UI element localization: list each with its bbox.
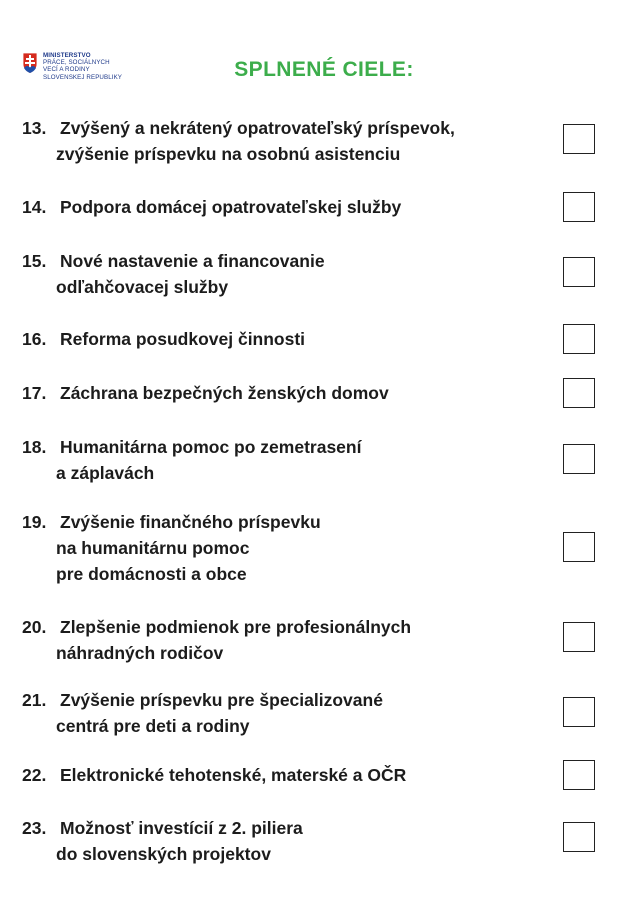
goal-number: 17.: [22, 383, 47, 403]
goal-item-22: [22, 762, 552, 788]
page-title: SPLNENÉ CIELE:: [234, 58, 414, 81]
goal-checkbox-14[interactable]: [563, 192, 595, 222]
goal-text-line: Zvýšenie finančného príspevku: [60, 512, 321, 532]
goal-checkbox-21[interactable]: [563, 697, 595, 727]
goal-text-line: Elektronické tehotenské, materské a OČR: [60, 765, 407, 785]
goal-text-line: na humanitárnu pomoc: [56, 538, 250, 558]
goal-item-17: [22, 380, 552, 406]
goal-item-13: [22, 115, 552, 167]
goal-text-line: do slovenských projektov: [56, 844, 271, 864]
goal-text-line: odľahčovacej služby: [56, 277, 229, 297]
goal-text-line: Nové nastavenie a financovanie: [60, 251, 325, 271]
goal-item-19: [22, 509, 552, 587]
goal-text-line: náhradných rodičov: [56, 643, 224, 663]
goal-item-18: [22, 434, 552, 486]
goal-item-15: [22, 248, 552, 300]
goal-text-line: zvýšenie príspevku na osobnú asistenciu: [56, 144, 401, 164]
goal-number: 23.: [22, 818, 47, 838]
goal-text-line: Zvýšený a nekrátený opatrovateľský príspevok,: [60, 118, 455, 138]
goal-text-line: pre domácnosti a obce: [56, 564, 247, 584]
goal-text-line: a záplavách: [56, 463, 155, 483]
goal-checkbox-15[interactable]: [563, 257, 595, 287]
goal-checkbox-22[interactable]: [563, 760, 595, 790]
goal-number: 20.: [22, 617, 47, 637]
goal-number: 13.: [22, 118, 47, 138]
goal-number: 14.: [22, 197, 47, 217]
logo-line-3: VECÍ A RODINY: [43, 66, 90, 74]
goal-checkbox-18[interactable]: [563, 444, 595, 474]
goal-number: 18.: [22, 437, 47, 457]
goal-text-line: Reforma posudkovej činnosti: [60, 329, 306, 349]
goal-number: 21.: [22, 690, 47, 710]
goal-checkbox-23[interactable]: [563, 822, 595, 852]
goal-text-line: Možnosť investícií z 2. piliera: [60, 818, 303, 838]
goal-checkbox-13[interactable]: [563, 124, 595, 154]
goal-text-line: Zlepšenie podmienok pre profesionálnych: [60, 617, 412, 637]
goal-text-line: centrá pre deti a rodiny: [56, 716, 250, 736]
goal-item-20: [22, 614, 552, 666]
goal-text-line: Podpora domácej opatrovateľskej služby: [60, 197, 402, 217]
goal-number: 22.: [22, 765, 47, 785]
goal-text-line: Záchrana bezpečných ženských domov: [60, 383, 389, 403]
logo-line-4: SLOVENSKEJ REPUBLIKY: [43, 73, 123, 81]
goal-text-line: Zvýšenie príspevku pre špecializované: [60, 690, 383, 710]
goal-text-line: Humanitárna pomoc po zemetrasení: [60, 437, 362, 457]
goal-item-14: [22, 194, 552, 220]
goal-checkbox-19[interactable]: [563, 532, 595, 562]
goal-item-21: [22, 687, 552, 739]
goal-checkbox-16[interactable]: [563, 324, 595, 354]
logo-line-2: PRÁCE, SOCIÁLNYCH: [43, 59, 110, 67]
goal-checkbox-17[interactable]: [563, 378, 595, 408]
goal-number: 19.: [22, 512, 47, 532]
goal-item-16: [22, 326, 552, 352]
goal-checkbox-20[interactable]: [563, 622, 595, 652]
goal-number: 15.: [22, 251, 47, 271]
logo-line-1: MINISTERSTVO: [43, 52, 91, 59]
goal-number: 16.: [22, 329, 47, 349]
goal-item-23: [22, 815, 552, 867]
